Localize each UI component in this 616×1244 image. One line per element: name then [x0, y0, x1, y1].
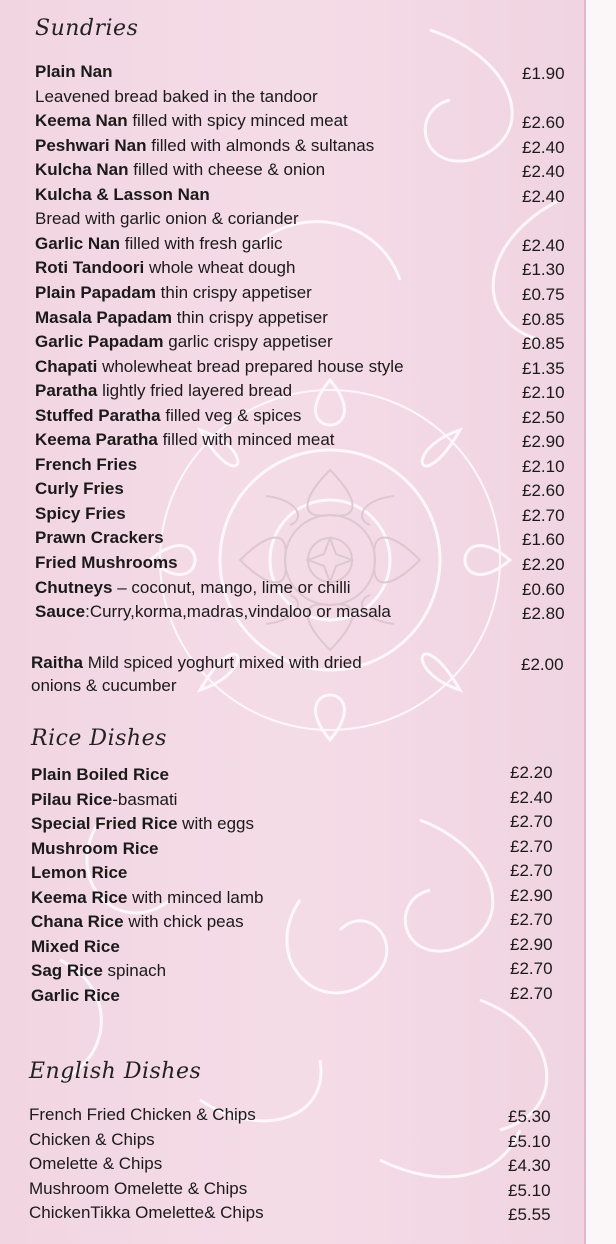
item-name: Special Fried Rice [31, 814, 178, 833]
list-item [35, 136, 374, 156]
list-item [29, 1130, 155, 1150]
item-price: £2.60 [522, 113, 565, 133]
item-price: £2.40 [522, 162, 565, 182]
item-price: £2.40 [510, 787, 553, 807]
item-price: £5.30 [508, 1107, 551, 1126]
item-desc: wholewheat bread prepared house style [97, 356, 404, 376]
item-price: £5.10 [508, 1131, 551, 1151]
item-name: Garlic Rice [31, 985, 120, 1005]
section-heading-sundries: Sundries [35, 16, 139, 41]
item-desc: thin crispy appetiser [155, 282, 312, 302]
item-name: Sauce [35, 602, 86, 622]
item-name: ChickenTikka Omelette& Chips [29, 1203, 264, 1223]
item-desc: filled with minced meat [157, 430, 335, 450]
list-item [29, 1179, 247, 1199]
list-item [35, 504, 126, 524]
item-name: Keema Nan [35, 111, 128, 131]
list-item [35, 553, 178, 573]
item-name: Chana Rice [31, 912, 124, 931]
item-name: Chicken & Chips [29, 1129, 155, 1149]
list-item [35, 332, 333, 352]
item-name: Peshwari Nan [35, 135, 147, 155]
list-item [35, 258, 295, 278]
item-price: £2.70 [522, 505, 565, 525]
list-item [35, 406, 301, 426]
item-price: £4.30 [508, 1156, 551, 1176]
item-name: Plain Boiled Rice [31, 765, 169, 784]
item-name: Spicy Fries [35, 503, 126, 523]
item-desc: filled with spicy minced meat [127, 111, 348, 131]
list-item [35, 602, 391, 622]
item-desc: whole wheat dough [144, 258, 296, 278]
item-desc: :Curry,korma,madras,vindaloo or masala [85, 602, 391, 622]
list-item [35, 283, 312, 303]
list-item [31, 863, 127, 883]
item-price: £2.70 [510, 959, 553, 978]
item-desc: filled with almonds & sultanas [146, 135, 375, 155]
item-desc: Mild spiced yoghurt mixed with dried [82, 653, 362, 672]
item-desc: spinach [102, 961, 167, 980]
list-item [31, 814, 254, 834]
list-item [35, 578, 351, 598]
item-price: £2.70 [510, 861, 553, 880]
list-item [31, 912, 244, 932]
item-desc: lightly fried layered bread [97, 381, 293, 401]
item-price: £1.60 [522, 530, 565, 550]
list-item [35, 209, 299, 229]
list-item [31, 937, 120, 957]
list-item [35, 357, 404, 377]
item-name: Garlic Nan [35, 233, 121, 253]
item-price: £2.70 [510, 983, 553, 1003]
list-item [31, 653, 362, 673]
item-desc: – coconut, mango, lime or chilli [112, 577, 351, 597]
item-name: Prawn Crackers [35, 528, 164, 548]
item-name: Mixed Rice [31, 936, 120, 956]
item-price: £2.10 [522, 383, 565, 403]
item-name: Stuffed Paratha [35, 405, 161, 425]
item-price: £2.80 [522, 604, 565, 624]
item-price: £2.20 [510, 763, 553, 782]
item-desc: filled with fresh garlic [120, 233, 283, 253]
item-price: £2.20 [522, 555, 565, 574]
item-price: £5.10 [508, 1180, 551, 1200]
item-name: Garlic Papadam [35, 332, 164, 352]
list-item [35, 308, 328, 328]
list-item [35, 234, 283, 254]
list-item [35, 430, 335, 450]
item-name: Omelette & Chips [29, 1154, 163, 1174]
item-price: £2.40 [522, 137, 565, 157]
item-price: £5.55 [508, 1205, 551, 1225]
item-name: Fried Mushrooms [35, 553, 178, 572]
item-name: Keema Paratha [35, 430, 158, 450]
item-price: £2.90 [522, 432, 565, 452]
item-name: Mushroom Omelette & Chips [29, 1178, 248, 1198]
list-item [31, 765, 169, 785]
item-price: £2.50 [522, 407, 565, 427]
list-item [35, 479, 124, 499]
item-desc: Bread with garlic onion & coriander [35, 209, 299, 229]
list-item [31, 986, 120, 1006]
item-name: Plain Nan [35, 62, 113, 81]
item-desc: with eggs [177, 814, 254, 833]
item-name: Kulcha & Lasson Nan [35, 184, 210, 204]
list-item [35, 185, 210, 205]
item-name: Pilau Rice [31, 789, 113, 809]
page-margin [586, 0, 616, 1244]
item-price: £2.40 [522, 186, 565, 206]
item-name: Curly Fries [35, 479, 124, 499]
item-price: £2.70 [510, 910, 553, 929]
item-name: Keema Rice [31, 887, 128, 907]
item-price: £1.90 [522, 64, 565, 83]
item-price: £0.85 [522, 309, 565, 329]
list-item [35, 160, 325, 180]
item-desc: filled with cheese & onion [128, 160, 326, 180]
item-name: Chapati [35, 356, 98, 376]
item-desc: thin crispy appetiser [172, 307, 328, 327]
item-price: £2.70 [510, 836, 553, 856]
list-item [31, 839, 159, 859]
item-name: French Fries [35, 454, 138, 474]
list-item [29, 1105, 256, 1125]
item-price: £2.40 [522, 235, 565, 255]
item-name: Paratha [35, 381, 98, 401]
list-item [31, 790, 177, 810]
item-name: Kulcha Nan [35, 160, 129, 180]
list-item [29, 1203, 264, 1223]
item-name: Sag Rice [31, 961, 103, 980]
item-name: Raitha [31, 653, 83, 672]
item-desc-continued: onions & cucumber [31, 676, 177, 695]
item-price: £1.30 [522, 260, 565, 280]
item-desc: Leavened bread baked in the tandoor [35, 86, 318, 106]
list-item [35, 87, 318, 107]
item-desc: -basmati [112, 789, 178, 809]
item-desc: filled veg & spices [160, 405, 302, 425]
list-item [35, 528, 164, 548]
item-name: Chutneys [35, 577, 113, 597]
item-desc: with minced lamb [127, 887, 264, 907]
list-item [35, 381, 292, 401]
list-item [35, 455, 137, 475]
item-name: Plain Papadam [35, 282, 156, 302]
item-name: Lemon Rice [31, 863, 128, 882]
item-desc: with chick peas [123, 912, 244, 931]
list-item [35, 62, 112, 82]
item-name: French Fried Chicken & Chips [29, 1105, 256, 1124]
item-price: £2.60 [522, 481, 565, 501]
item-name: Mushroom Rice [31, 838, 159, 858]
item-price: £2.10 [522, 456, 565, 476]
list-item [31, 888, 263, 908]
section-heading-english: English Dishes [29, 1059, 202, 1084]
list-item [35, 111, 348, 131]
item-name: Roti Tandoori [35, 258, 145, 278]
item-price: £2.90 [510, 885, 553, 905]
item-price: £0.60 [522, 579, 565, 599]
item-desc: garlic crispy appetiser [163, 332, 333, 352]
item-price: £2.00 [521, 655, 564, 674]
item-price: £1.35 [522, 358, 565, 378]
item-price: £2.70 [510, 812, 553, 831]
list-item [29, 1154, 162, 1174]
item-name: Masala Papadam [35, 307, 173, 327]
item-price: £2.90 [510, 934, 553, 954]
section-heading-rice: Rice Dishes [31, 726, 167, 751]
item-price: £0.75 [522, 284, 565, 304]
list-item [31, 961, 166, 981]
item-price: £0.85 [522, 334, 565, 354]
